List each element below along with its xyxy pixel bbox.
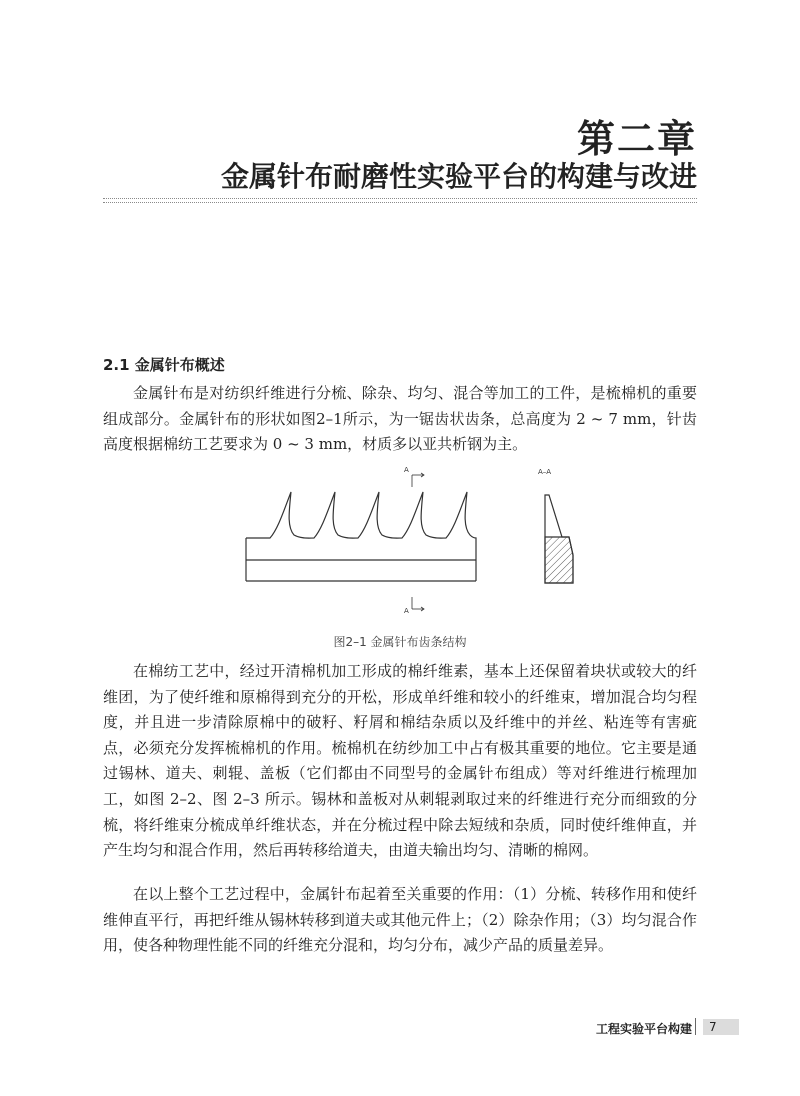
tooth-strip-profile: [246, 492, 476, 581]
footer-separator: [695, 1018, 696, 1035]
body-paragraph-3: 在以上整个工艺过程中，金属针布起着至关重要的作用：（1）分梳、转移作用和使纤维伸直平行，再把纤维从锡林转移到道夫或其他元件上；（2）除杂作用；（3）均匀混合作用，使各种物理性能不同的纤维充分混和，均匀分布，减少产品的质量差异。: [103, 885, 697, 955]
chapter-number: 第二章: [576, 117, 697, 161]
chapter-divider: [103, 198, 697, 203]
section-mark-bottom: A: [404, 607, 409, 615]
page-number: 7: [703, 1019, 739, 1035]
section-mark-top: A: [404, 466, 409, 474]
figure-caption: 图2–1 金属针布齿条结构: [333, 635, 467, 649]
cross-section-view: [545, 495, 573, 583]
tooth-strip-figure: [200, 465, 600, 615]
chapter-title: 金属针布耐磨性实验平台的构建与改进: [220, 160, 697, 193]
footer-book-title: 工程实验平台构建: [595, 1022, 692, 1036]
body-paragraph-2: 在棉纺工艺中，经过开清棉机加工形成的棉纤维素，基本上还保留着块状或较大的纤维团，为了使纤维和原棉得到充分的开松，形成单纤维和较小的纤维束，增加混合均匀程度，并且进一步清除原棉中的破籽、籽屑和棉结杂质以及纤维中的并丝、粘连等有害疵点，必须充分发挥梳棉机的作用。梳棉机在纺纱加工中占有极其重要的地位。它主要是通过锡林、道夫、刺辊、盖板（它们都由不同型号的金属针布组成）等对纤维进行梳理加工，如图 2–2、图 2–3 所示。锡林和盖板对从刺辊剥取过来的纤维进行充分而细致的分梳，将纤维束分梳成单纤维状态，并在分梳过程中除去短绒和杂质，同时使纤维伸直，并产生均匀和混合作用，然后再转移给道夫，由道夫输出均匀、清晰的棉网。: [103, 662, 697, 860]
section-heading: 2.1 金属针布概述: [103, 356, 225, 374]
section-view-label: A–A: [538, 468, 552, 476]
body-paragraph-1: 金属针布是对纺织纤维进行分梳、除杂、均匀、混合等加工的工件，是梳棉机的重要组成部分。金属针布的形状如图2–1所示，为一锯齿状齿条，总高度为 2 ~ 7 mm，针齿高度根据棉纺工艺要求为 0 ~ 3 mm，材质多以亚共析钢为主。: [103, 384, 697, 454]
